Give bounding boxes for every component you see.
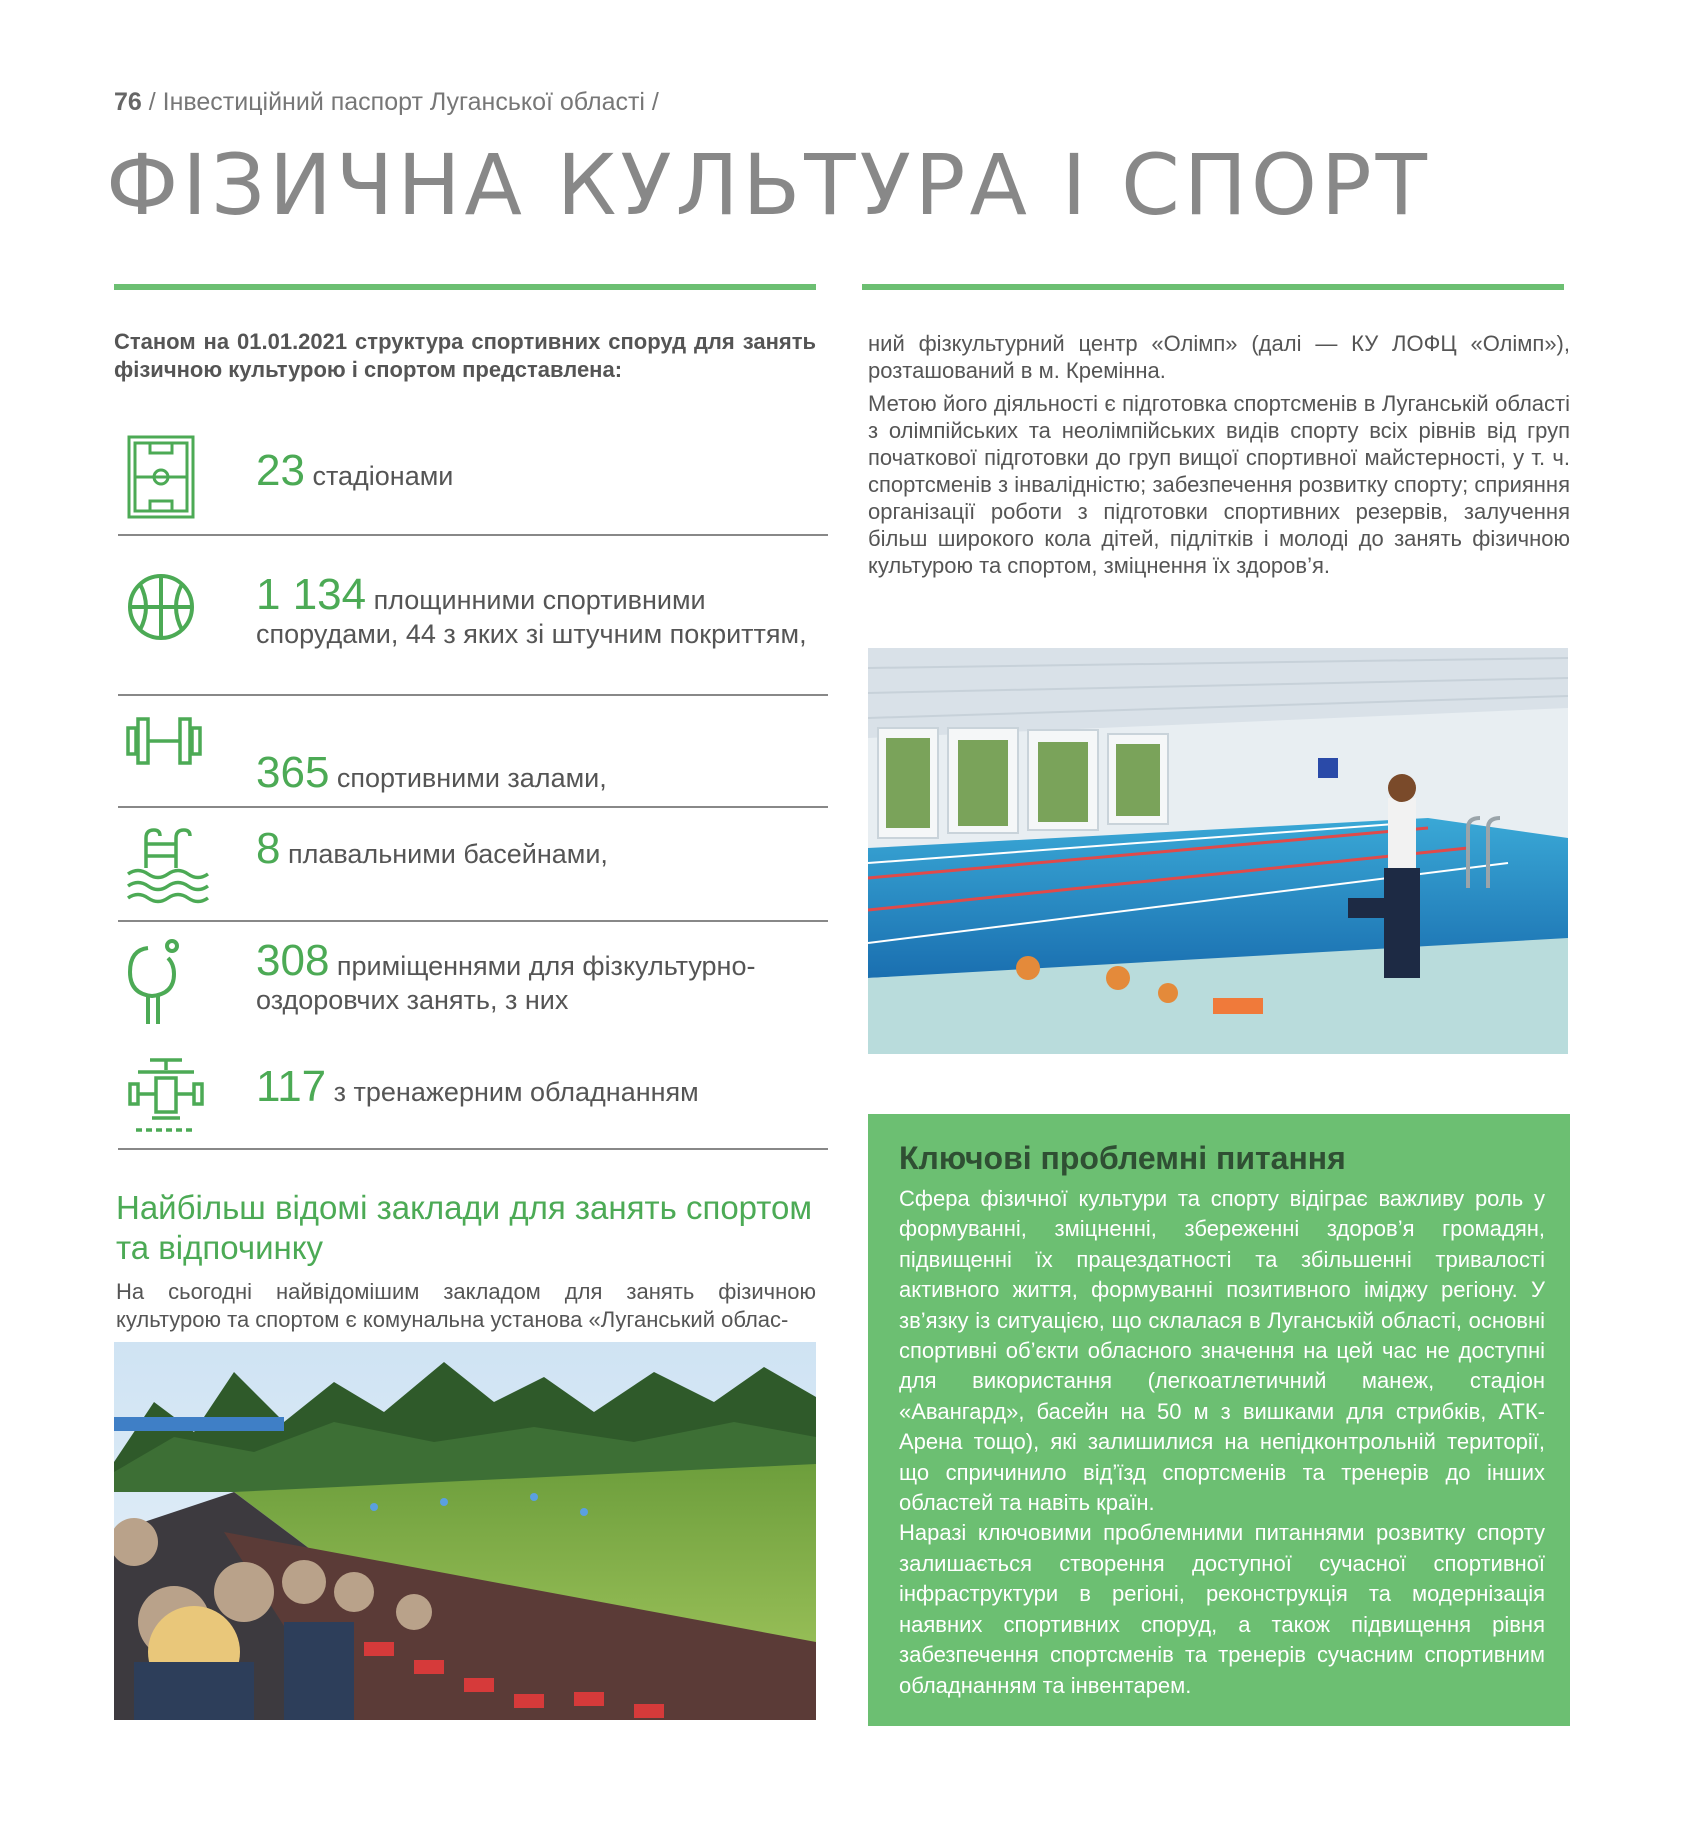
section-lead: На сьогодні найвідомішим закладом для занять фізичною культурою та спортом є комунальна установа «Луганський облас- [116, 1279, 816, 1332]
running-title: / Інвестиційний паспорт Луганської області / [141, 88, 659, 116]
intro-text: Станом на 01.01.2021 структура спортивних споруд для занять фізичною культурою і спортом представлена: [114, 329, 816, 382]
stat-value: 23 [256, 446, 305, 495]
stat-text [256, 936, 828, 1017]
problems-paragraph-2: Наразі ключовими проблемними питаннями розвитку спорту залишається створення доступної сучасної спортивної інфраструктури в регіоні, реконструкція та модернізація наявних спортивних споруд, а також підвищення рівня забезпечення спортсменів та тренерів сучасним спортивним обладнанням та інвентарем. [899, 1520, 1545, 1698]
stadium-photo [114, 1342, 816, 1720]
page-title: ФІЗИЧНА КУЛЬТУРА І СПОРТ [106, 136, 1431, 234]
exercise-machine-icon [126, 1056, 206, 1136]
stat-flat-facilities [118, 536, 828, 696]
problems-text [899, 1184, 1545, 1701]
problems-paragraph-1: Сфера фізичної культури та спорту відіграє важливу роль у формуванні, зміцненні, збереженні здоров’я громадян, підвищенні їх працездатності та збільшенні тривалості активного життя, формуванні позитивного іміджу регіону. У зв’язку із ситуацією, що склалася в Луганській області, основні спортивні об’єкти обласного значення на цей час не доступні для використання (легкоатлетичний манеж, стадіон «Авангард», басейн на 50 м з вишками для стрибків, АТК-Арена тощо), які залишилися на непідконтрольній території, що спричинило від’їзд спортсменів та тренерів до інших областей та навіть країн. [899, 1186, 1545, 1516]
right-rule [862, 284, 1564, 290]
stat-fitness-rooms [118, 922, 828, 1150]
stat-label: з тренажерним обладнанням [326, 1077, 699, 1107]
stat-label: спортивними залами, [329, 763, 607, 793]
stadium-field-icon [126, 434, 196, 520]
swimming-pool-icon [126, 824, 210, 908]
dumbbell-icon [126, 716, 202, 766]
stat-value: 1 134 [256, 570, 367, 619]
stat-text [256, 824, 828, 873]
problems-title: Ключові проблемні питання [899, 1140, 1346, 1176]
table-tennis-icon [126, 938, 186, 1028]
page-number: 76 [114, 88, 142, 116]
stat-text [256, 748, 828, 797]
stat-label: стадіонами [304, 461, 454, 491]
stat-label: площинними спортивними спорудами, 44 з яких зі штучним покриттям, [256, 585, 807, 649]
left-rule [114, 284, 816, 290]
stat-label: приміщеннями для фізкультурно-оздоровчих занять, з них [256, 951, 756, 1015]
stat-value: 8 [256, 824, 281, 873]
stat-gyms [118, 696, 828, 808]
section-heading: Найбільш відомі заклади для занять спортом та відпочинку [116, 1189, 813, 1266]
stat-text [256, 1062, 828, 1111]
basketball-icon [126, 572, 196, 642]
center-purpose: Метою його діяльності є підготовка спортсменів в Луганській області з олімпійських та неолімпійських видів спорту всіх рівнів від груп початкової підготовки до груп вищої спортивної майстерності, у т. ч. спортсменів з інвалідністю; забезпечення розвитку спорту; сприяння організації роботи з підготовки спортивних резервів, залучення більш широкого кола дітей, підлітків і молоді до занять фізичною культурою та спортом, зміцнення їх здоров’я. [868, 391, 1570, 578]
stat-value: 117 [256, 1062, 327, 1111]
stat-value: 308 [256, 936, 330, 985]
pool-photo [868, 648, 1568, 1054]
running-head [114, 88, 659, 117]
center-continuation: ний фізкультурний центр «Олімп» (далі — КУ ЛОФЦ «Олімп»), розташований в м. Кремінна. [868, 331, 1570, 383]
stat-value: 365 [256, 748, 330, 797]
stat-stadiums [118, 418, 828, 536]
stat-text [256, 570, 828, 651]
stat-label: плавальними басейнами, [280, 839, 608, 869]
stat-pools [118, 808, 828, 922]
stat-text [256, 446, 828, 495]
